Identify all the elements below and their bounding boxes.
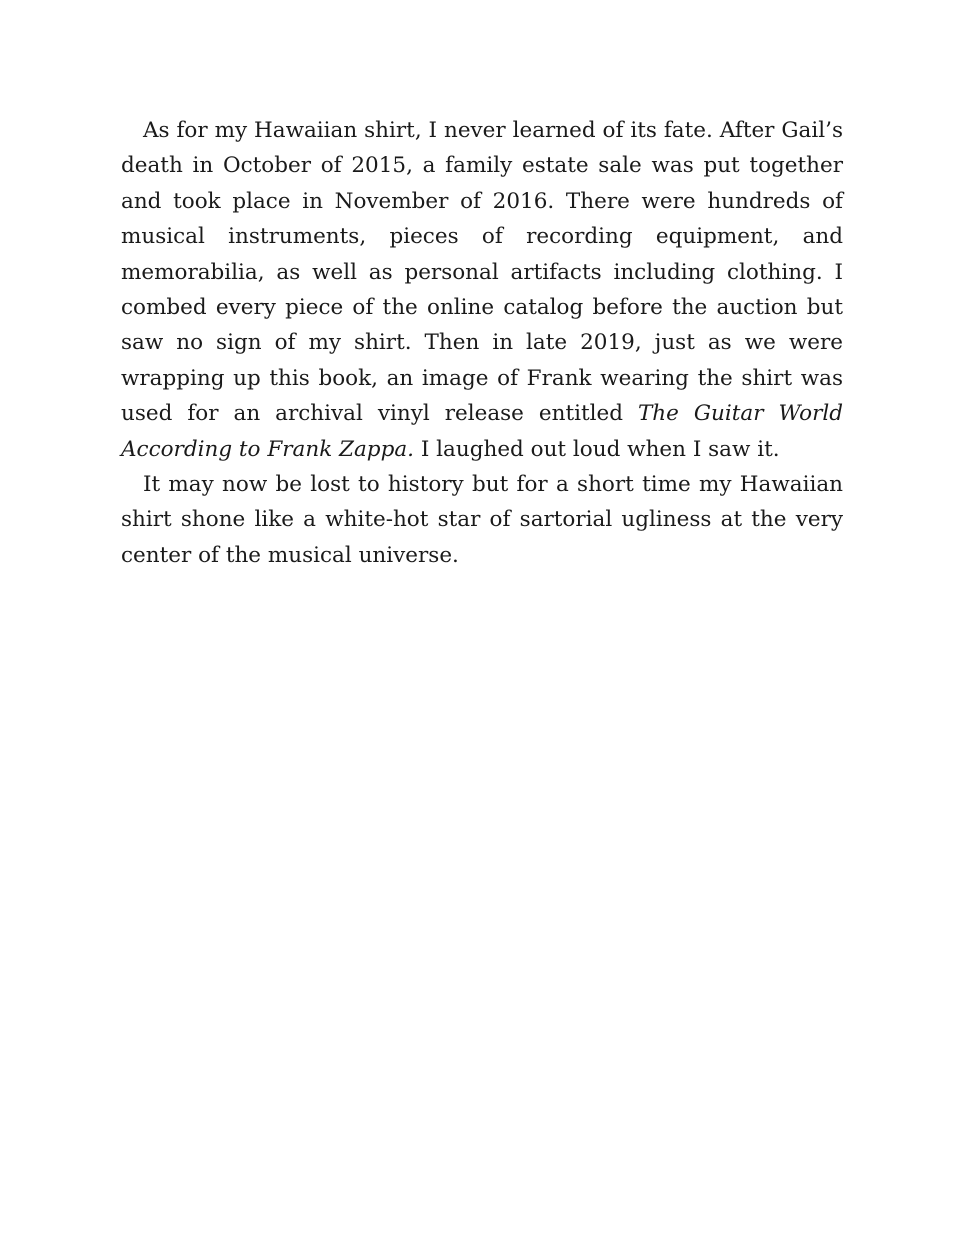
album-title: The Guitar World According to Frank Zappa. [121,401,843,462]
paragraph-1 [121,113,843,467]
paragraph-2: It may now be lost to history but for a short time my Hawaiian shirt shone like a white-hot star of sartorial ugliness at the very center of the musical universe. [121,472,843,568]
paragraph-1-text: As for my Hawaiian shirt, I never learned of its fate. After Gail’s death in October of 2015, a family estate sale was put together and took place in November of 2016. There were hundreds of musical instruments, pieces of recording equipment, and memorabilia, as well as personal artifacts including clothing. I combed every piece of the online catalog before the auction but saw no sign of my shirt. Then in late 2019, just as we were wrapping up this book, an image of Frank wearing the shirt was used for an archival vinyl release entitled [121,118,843,427]
body-text [121,113,843,573]
paragraph-1-ending: I laughed out loud when I saw it. [414,436,780,462]
